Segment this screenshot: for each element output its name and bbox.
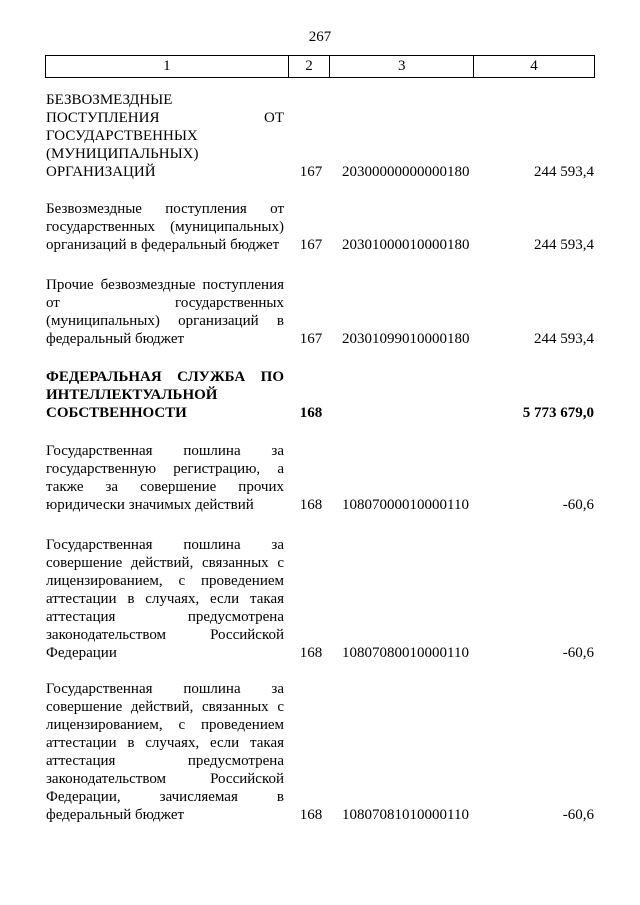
row-name: Безвозмездные поступления от государственных (муниципальных) организаций в федеральный бюджет: [46, 201, 284, 253]
row-name: Прочие безвозмездные поступления от государственных (муниципальных) организаций в федеральный бюджет: [46, 277, 284, 347]
column-header-3: 3: [330, 56, 474, 78]
row-amount: 5 773 679,0: [522, 405, 594, 421]
page-number: 267: [308, 29, 332, 45]
row-budget-code: 20301099010000180: [342, 331, 470, 347]
row-admin-code: 168: [299, 497, 323, 513]
row-admin-code: 167: [299, 164, 323, 180]
row-amount: -60,6: [562, 497, 594, 513]
row-name: Государственная пошлина за совершение действий, связанных с лицензированием, с проведением аттестации в случаях, если такая аттестация предусмотрена законодательством Российской Федерации, зачисляемая в федеральный бюджет: [46, 681, 284, 823]
row-admin-code: 167: [299, 331, 323, 347]
row-name: Государственная пошлина за государственную регистрацию, а также за совершение прочих юридически значимых действий: [46, 443, 284, 513]
column-header-table: [45, 55, 595, 78]
row-name: БЕЗВОЗМЕЗДНЫЕ ПОСТУПЛЕНИЯ ОТ ГОСУДАРСТВЕННЫХ (МУНИЦИПАЛЬНЫХ) ОРГАНИЗАЦИЙ: [46, 92, 284, 180]
row-admin-code: 168: [299, 807, 323, 823]
row-budget-code: 20301000010000180: [342, 237, 470, 253]
row-budget-code: 10807081010000110: [342, 807, 469, 823]
row-budget-code: 10807000010000110: [342, 497, 469, 513]
row-name: ФЕДЕРАЛЬНАЯ СЛУЖБА ПО ИНТЕЛЛЕКТУАЛЬНОЙ СОБСТВЕННОСТИ: [46, 369, 284, 421]
row-amount: 244 593,4: [534, 164, 594, 180]
row-amount: 244 593,4: [534, 237, 594, 253]
row-admin-code: 168: [299, 405, 323, 421]
row-amount: -60,6: [562, 807, 594, 823]
row-amount: 244 593,4: [534, 331, 594, 347]
column-header-1: 1: [46, 56, 289, 78]
row-name: Государственная пошлина за совершение действий, связанных с лицензированием, с проведением аттестации в случаях, если такая аттестация предусмотрена законодательством Российской Федерации: [46, 537, 284, 661]
row-budget-code: 10807080010000110: [342, 645, 469, 661]
row-amount: -60,6: [562, 645, 594, 661]
column-header-2: 2: [288, 56, 330, 78]
column-header-row: [46, 56, 595, 78]
row-budget-code: 20300000000000180: [342, 164, 470, 180]
column-header-4: 4: [474, 56, 595, 78]
row-admin-code: 167: [299, 237, 323, 253]
row-admin-code: 168: [299, 645, 323, 661]
